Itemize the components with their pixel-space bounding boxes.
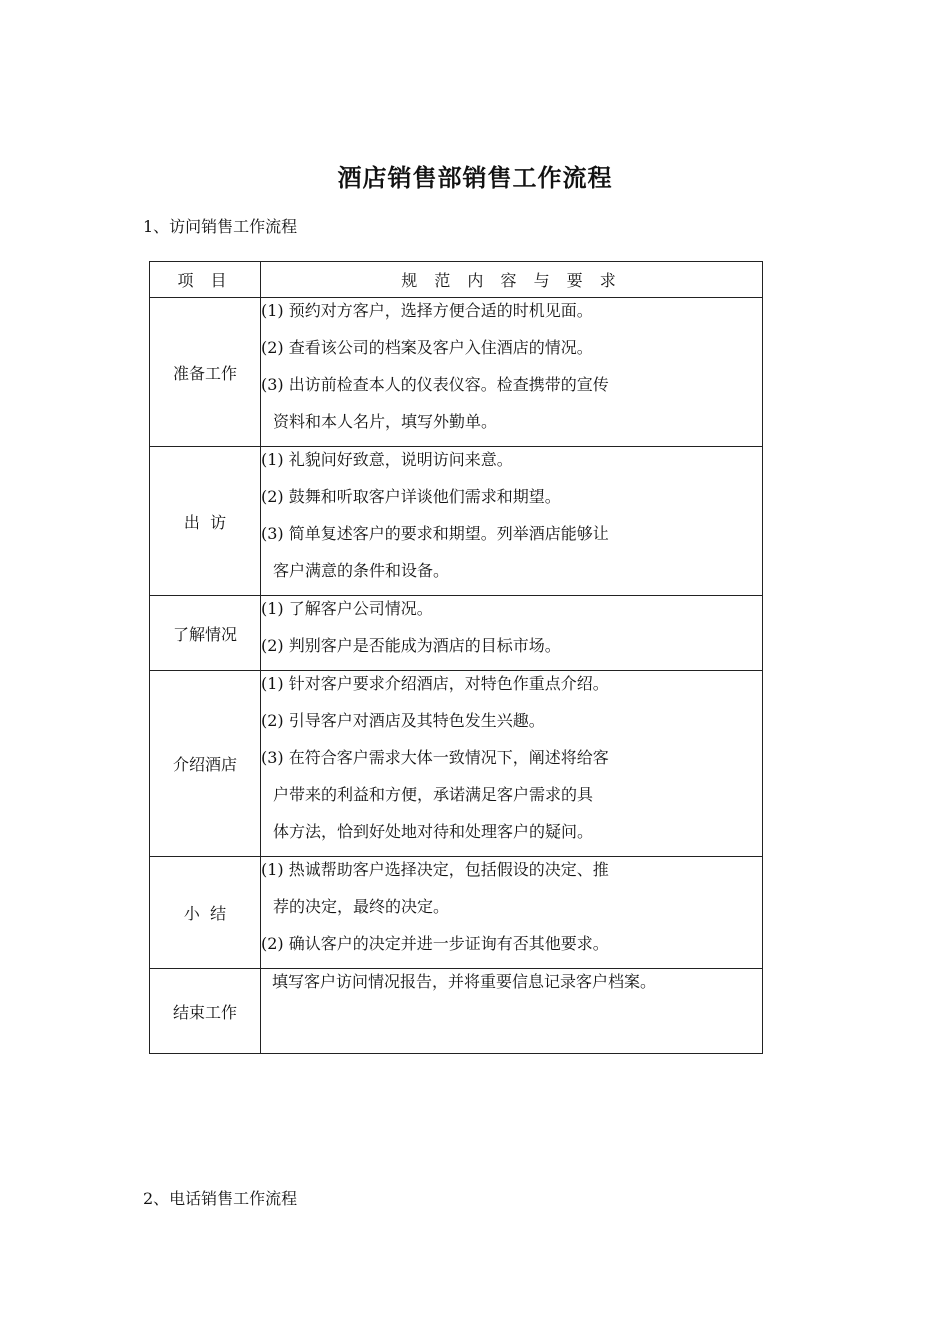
content-line: (3) 简单复述客户的要求和期望。列举酒店能够让	[261, 524, 609, 543]
content-line: (3) 出访前检查本人的仪表仪容。检查携带的宣传	[261, 375, 609, 394]
column-header-item: 项 目	[150, 262, 261, 298]
row-item-understand-situation: 了解情况	[150, 596, 261, 671]
content-line: (2) 查看该公司的档案及客户入住酒店的情况。	[261, 338, 593, 357]
content-line: (2) 确认客户的决定并进一步证询有否其他要求。	[261, 934, 609, 953]
content-line: (1) 热诚帮助客户选择决定，包括假设的决定、推	[261, 860, 609, 879]
content-line: 填写客户访问情况报告，并将重要信息记录客户档案。	[272, 972, 657, 991]
row-content	[261, 857, 763, 969]
table-row	[150, 298, 763, 447]
row-item-preparation: 准备工作	[150, 298, 261, 447]
content-line: (2) 引导客户对酒店及其特色发生兴趣。	[261, 711, 545, 730]
row-content	[261, 596, 763, 671]
row-item-summary: 小 结	[150, 857, 261, 969]
content-line: 客户满意的条件和设备。	[273, 561, 450, 580]
content-line: (1) 预约对方客户，选择方便合适的时机见面。	[261, 301, 593, 320]
content-line: (2) 鼓舞和听取客户详谈他们需求和期望。	[261, 487, 561, 506]
row-content	[261, 969, 763, 1054]
row-item-visit: 出 访	[150, 447, 261, 596]
table-row	[150, 671, 763, 857]
content-line: 荐的决定，最终的决定。	[273, 897, 450, 916]
row-content	[261, 671, 763, 857]
content-line: (3) 在符合客户需求大体一致情况下，阐述将给客	[261, 748, 609, 767]
column-header-content: 规 范 内 容 与 要 求	[261, 262, 763, 298]
row-content	[261, 298, 763, 447]
table-header-row	[150, 262, 763, 298]
row-content	[261, 447, 763, 596]
row-item-introduce-hotel: 介绍酒店	[150, 671, 261, 857]
content-line: (1) 礼貌问好致意，说明访问来意。	[261, 450, 513, 469]
content-line: (1) 针对客户要求介绍酒店，对特色作重点介绍。	[261, 674, 609, 693]
content-line: 户带来的利益和方便，承诺满足客户需求的具	[273, 785, 594, 804]
content-line: 体方法，恰到好处地对待和处理客户的疑问。	[273, 822, 594, 841]
content-line: 资料和本人名片，填写外勤单。	[273, 412, 498, 431]
page-title: 酒店销售部销售工作流程	[337, 164, 613, 192]
section-heading-visit-sales: 1、访问销售工作流程	[143, 217, 298, 236]
table-row	[150, 857, 763, 969]
table-row	[150, 596, 763, 671]
content-line: (1) 了解客户公司情况。	[261, 599, 433, 618]
content-line: (2) 判别客户是否能成为酒店的目标市场。	[261, 636, 561, 655]
table-row	[150, 969, 763, 1054]
visit-sales-process-table	[149, 261, 763, 1054]
row-item-closing-work: 结束工作	[150, 969, 261, 1054]
section-heading-phone-sales: 2、电话销售工作流程	[143, 1189, 298, 1208]
table-row	[150, 447, 763, 596]
